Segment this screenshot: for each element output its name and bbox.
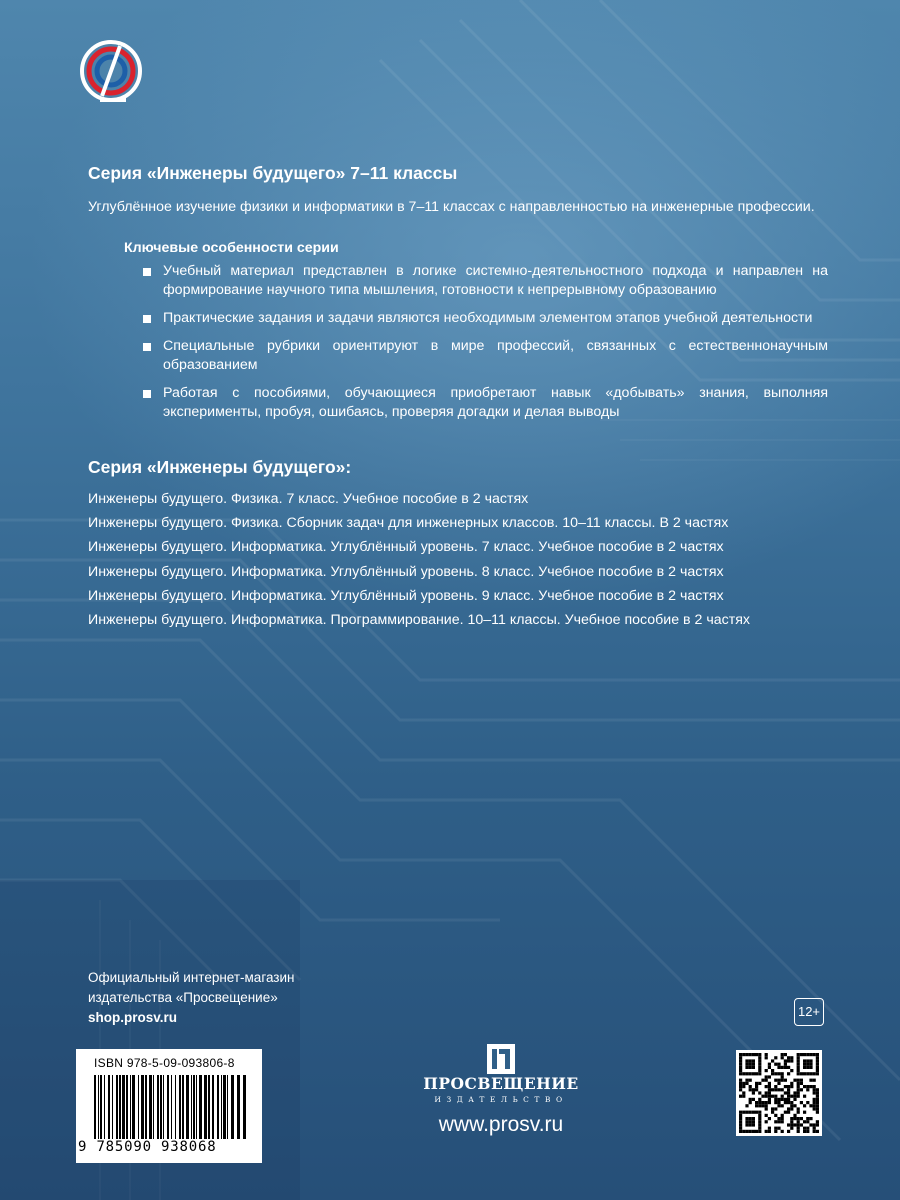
features-heading: Ключевые особенности серии — [124, 240, 339, 256]
shop-line-1: Официальный интернет-магазин — [88, 970, 295, 985]
series-list-heading: Серия «Инженеры будущего»: — [88, 457, 352, 477]
age-rating-badge: 12+ — [794, 998, 824, 1026]
series-book-item: Инженеры будущего. Информатика. Углублённый уровень. 7 класс. Учебное пособие в 2 частях — [88, 539, 724, 556]
features-list — [142, 262, 828, 431]
square-bullet-icon — [143, 268, 151, 276]
series-book-item: Инженеры будущего. Физика. 7 класс. Учебное пособие в 2 частях — [88, 491, 529, 507]
publisher-name: ПРОСВЕЩЕНИЕ — [423, 1074, 579, 1093]
feature-item — [142, 384, 828, 422]
isbn-block — [76, 1049, 262, 1163]
book-emblem-icon — [485, 1042, 517, 1076]
feature-text: Специальные рубрики ориентируют в мире профессий, связанных с естественнонаучным образованием — [163, 338, 828, 373]
feature-item — [142, 337, 828, 375]
publisher-website-link[interactable]: www.prosv.ru — [438, 1113, 564, 1136]
qr-code-icon[interactable] — [736, 1050, 822, 1136]
feature-text: Учебный материал представлен в логике системно-деятельностного подхода и направлен на формирование научного типа мышления, готовности к непрерывному образованию — [163, 263, 828, 298]
feature-item — [142, 309, 828, 328]
shop-url-link[interactable]: shop.prosv.ru — [88, 1010, 178, 1025]
square-bullet-icon — [143, 315, 151, 323]
barcode-icon — [90, 1075, 250, 1139]
feature-item — [142, 262, 828, 300]
shop-line-2: издательства «Просвещение» — [88, 990, 278, 1005]
feature-text: Практические задания и задачи являются необходимым элементом этапов учебной деятельности — [163, 310, 813, 326]
barcode-digits: 9 785090 938068 — [78, 1139, 217, 1155]
publisher-subtitle: ИЗДАТЕЛЬСТВО — [434, 1095, 568, 1104]
series-intro: Углублённое изучение физики и информатики в 7–11 классах с направленностью на инженерные профессии. — [88, 199, 815, 215]
square-bullet-icon — [143, 343, 151, 351]
square-bullet-icon — [143, 390, 151, 398]
shop-info — [88, 968, 295, 1028]
isbn-label: ISBN 978-5-09-093806-8 — [94, 1056, 235, 1070]
series-book-item: Инженеры будущего. Информатика. Углублённый уровень. 9 класс. Учебное пособие в 2 частях — [88, 587, 724, 604]
series-book-item: Инженеры будущего. Информатика. Углублённый уровень. 8 класс. Учебное пособие в 2 частях — [88, 563, 724, 580]
series-book-item: Инженеры будущего. Физика. Сборник задач для инженерных классов. 10–11 классы. В 2 частях — [88, 515, 729, 532]
prosveshchenie-circle-logo-icon — [78, 38, 144, 108]
series-book-list — [88, 487, 848, 632]
series-book-item: Инженеры будущего. Информатика. Программирование. 10–11 классы. Учебное пособие в 2 частях — [88, 612, 751, 629]
feature-text: Работая с пособиями, обучающиеся приобретают навык «добывать» знания, выполняя эксперименты, пробуя, ошибаясь, проверяя догадки и делая выводы — [163, 385, 828, 420]
series-title: Серия «Инженеры будущего» 7–11 классы — [88, 163, 458, 183]
